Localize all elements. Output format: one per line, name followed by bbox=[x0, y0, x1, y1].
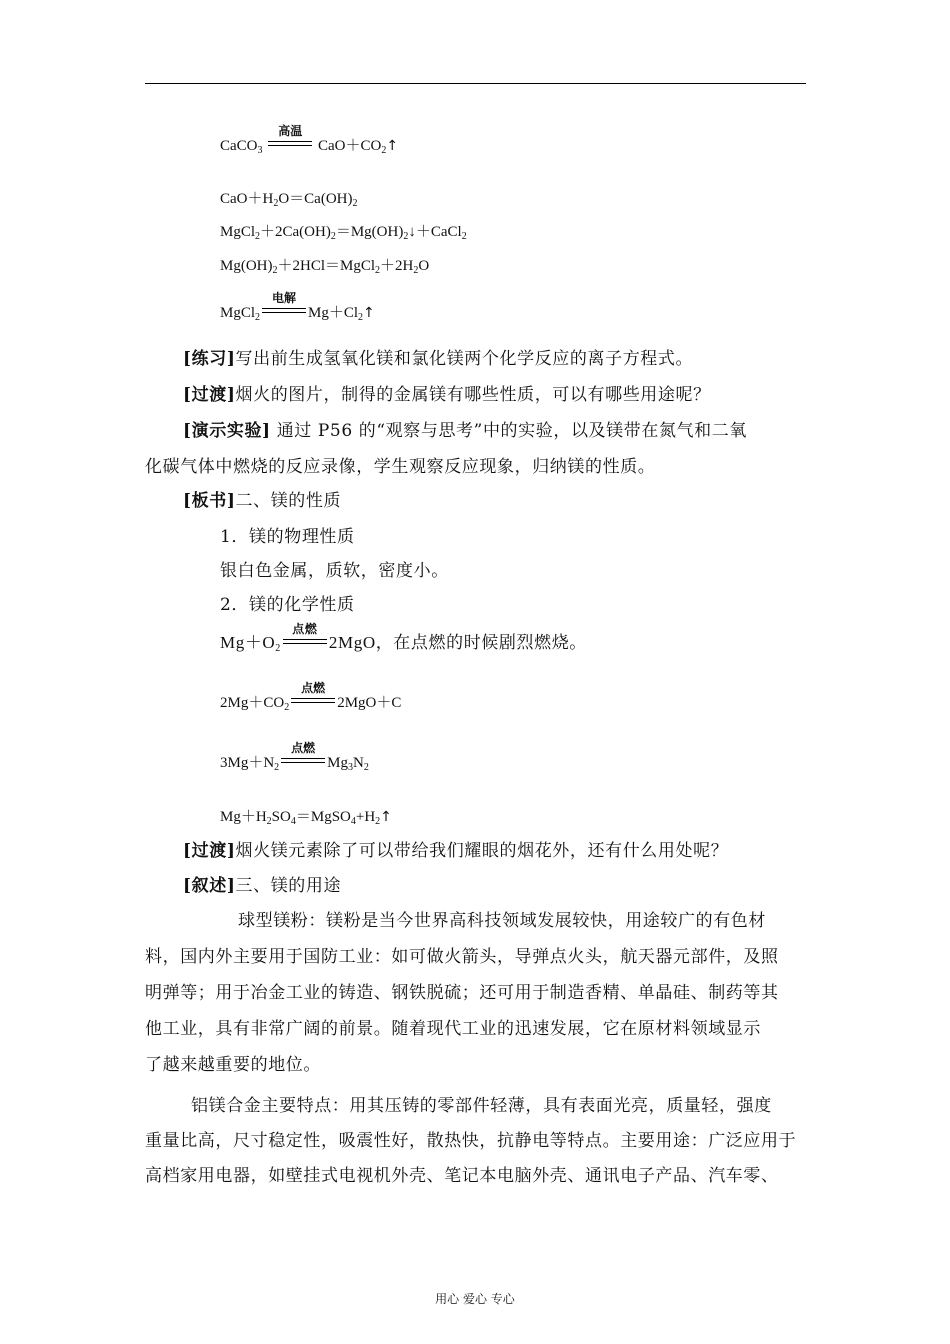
equation-electrolysis: MgCl$_2$ 电解 $Mg+Cl_2↑$ bbox=[220, 291, 375, 323]
reaction-condition: 点燃 bbox=[291, 691, 335, 711]
reaction-condition: 点燃 bbox=[283, 632, 327, 652]
paragraph-board: [板书]二、镁的性质 bbox=[183, 491, 342, 511]
equation-mg-oxygen: $Mg+O_2$ 点燃 2MgO，在点燃的时候剧烈燃烧。 bbox=[220, 622, 587, 654]
equation-slaking: $CaO+H_2O=Ca(OH)_2$ bbox=[220, 191, 358, 209]
paragraph-narration: [叙述]三、镁的用途 bbox=[183, 876, 342, 896]
paragraph-exercise: [练习]写出前生成氢氧化镁和氯化镁两个化学反应的离子方程式。 bbox=[183, 349, 694, 369]
text-al-mg-alloy-line1: 铝镁合金主要特点：用其压铸的零部件轻薄，具有表面光亮，质量轻，强度 bbox=[191, 1096, 772, 1116]
text-mg-powder-line4: 他工业，具有非常广阔的前景。随着现代工业的迅速发展，它在原材料领域显示 bbox=[145, 1019, 761, 1039]
paragraph-transition-2: [过渡]烟火镁元素除了可以带给我们耀眼的烟花外，还有什么用处呢？ bbox=[183, 841, 729, 861]
text-physical-properties: 银白色金属，质软，密度小。 bbox=[220, 561, 449, 581]
equation-calcination: CaCO$_3$ 高温 $CaO+CO_2↑$ bbox=[220, 124, 399, 156]
text-mg-powder-line1: 球型镁粉：镁粉是当今世界高科技领域发展较快，用途较广的有色材 bbox=[238, 911, 766, 931]
paragraph-transition-1: [过渡]烟火的图片，制得的金属镁有哪些性质，可以有哪些用途呢？ bbox=[183, 385, 711, 405]
paragraph-demo-line2: 化碳气体中燃烧的反应录像，学生观察反应现象，归纳镁的性质。 bbox=[145, 457, 656, 477]
heading-physical-properties: 1．镁的物理性质 bbox=[220, 527, 355, 547]
equation-mg-co2: $2Mg+CO_2$ 点燃 2MgO＋C bbox=[220, 681, 402, 713]
reaction-condition: 电解 bbox=[262, 301, 306, 321]
heading-chemical-properties: 2．镁的化学性质 bbox=[220, 595, 355, 615]
reaction-condition: 高温 bbox=[268, 134, 312, 154]
header-rule bbox=[145, 83, 806, 84]
text-mg-powder-line3: 明弹等；用于冶金工业的铸造、钢铁脱硫；还可用于制造香精、单晶硅、制药等其 bbox=[145, 983, 779, 1003]
text-al-mg-alloy-line3: 高档家用电器，如壁挂式电视机外壳、笔记本电脑外壳、通讯电子产品、汽车零、 bbox=[145, 1166, 779, 1186]
paragraph-demo: [演示实验] 通过 P56 的“观察与思考”中的实验，以及镁带在氮气和二氧 bbox=[183, 421, 747, 441]
equation-mg-nitrogen: $3Mg+N_2$ 点燃 $Mg_3N_2$ bbox=[220, 741, 369, 773]
equation-mg-sulfuric-acid: $Mg+H_2SO_4=MgSO_4+H_2↑$ bbox=[220, 809, 392, 827]
equation-precipitation: $MgCl_2+2Ca(OH)_2=Mg(OH)_2↓+CaCl_2$ bbox=[220, 224, 467, 242]
text-mg-powder-line2: 料，国内外主要用于国防工业：如可做火箭头，导弹点火头，航天器元部件，及照 bbox=[145, 947, 779, 967]
text-mg-powder-line5: 了越来越重要的地位。 bbox=[145, 1055, 321, 1075]
reaction-condition: 点燃 bbox=[281, 751, 325, 771]
text-al-mg-alloy-line2: 重量比高，尺寸稳定性，吸震性好，散热快，抗静电等特点。主要用途：广泛应用于 bbox=[145, 1131, 797, 1151]
page-footer: 用心 爱心 专心 bbox=[435, 1292, 515, 1306]
equation-neutralization: $Mg(OH)_2+2HCl=MgCl_2+2H_2O$ bbox=[220, 258, 430, 276]
